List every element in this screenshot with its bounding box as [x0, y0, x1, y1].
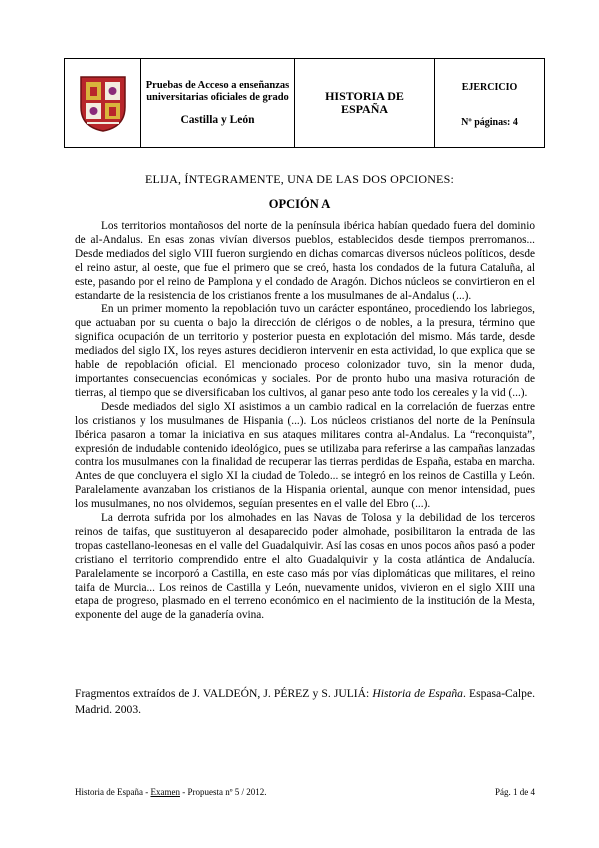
exercise-cell [435, 59, 544, 147]
subject-cell [295, 59, 435, 147]
page-count: Nº páginas: 4 [461, 117, 518, 128]
instructions: ELIJA, ÍNTEGRAMENTE, UNA DE LAS DOS OPCIONES: [145, 172, 454, 186]
uni-line-2: universitarias oficiales de grado [146, 92, 289, 103]
source-suffix: . Espasa-Calpe. Madrid. 2003. [75, 687, 535, 716]
source-prefix: Fragmentos extraídos de J. VALDEÓN, J. PÉREZ y S. JULIÁ: [75, 687, 373, 700]
university-access-cell [141, 59, 295, 147]
exam-header [64, 58, 545, 148]
subject-line-1: HISTORIA DE [325, 89, 404, 103]
page-number: Pág. 1 de 4 [495, 787, 535, 797]
subject-line-2: ESPAÑA [340, 102, 389, 116]
exercise-label: EJERCICIO [461, 82, 518, 93]
option-title: OPCIÓN A [268, 197, 331, 211]
paragraph: La derrota sufrida por los almohades en las Navas de Tolosa y la debilidad de los terceros reinos de taifas, que sustituyeron al desaparecido poder almohade, posibilitaron la entrada de las tropas castellano-leonesas en el valle del Guadalquivir. Así las cosas en unos pocos años pasó a poder cristiano el territorio comprendido entre el alto Guadalquivir y la costa atlántica de Andalucía. Paralelamente se incorporó a Castilla, en este caso más por vías diplomáticas que militares, el reino taifa de Murcia... Los reinos de Castilla y León, nuevamente unidos, vivieron en el siglo XIII una etapa de progreso, plasmado en el terreno económico en el nacimiento de la institución de la Mesta, exponente del auge de la ganadería ovina. [75, 512, 535, 622]
source-citation [75, 686, 535, 717]
region-name: Castilla y León [180, 114, 255, 126]
footer-proposal: - Propuesta nº 5 / 2012. [179, 787, 267, 797]
paragraph: Los territorios montañosos del norte de la península ibérica habían quedado fuera del dominio de al-Andalus. En esas zonas vivían diversos pueblos, establecidos desde tiempos prerromanos... Desde mediados del siglo VIII fueron surgiendo en dichas comarcas diversos núcleos políticos, desde el reino astur, al oeste, que fue el primero que se creó, hasta los condados de la futura Cataluña, al este, pasando por el reino de Pamplona y el condado de Aragón. Dichos núcleos se convirtieron en el estandarte de la resistencia de los cristianos frente a los musulmanes de al-Andalus (...). [75, 220, 535, 302]
page-footer [75, 787, 535, 797]
castilla-leon-crest-icon [77, 73, 129, 133]
paragraph: Desde mediados del siglo XI asistimos a un cambio radical en la correlación de fuerzas entre los cristianos y los musulmanes de Hispania (...). Los núcleos cristianos del norte de la Península Ibérica pasaron a tomar la iniciativa en sus ataques militares contra al-Andalus. La “reconquista”, expresión de indudable contenido ideológico, pues se utilizaba para referirse a las campañas lanzadas contra los musulmanes con la finalidad de recuperar las tierras perdidas de España, estaba en marcha. Antes de que concluyera el siglo XI la ciudad de Toledo... se integró en los reinos de Castilla y León. Paralelamente avanzaban los cristianos de la Hispania oriental, aunque con menor intensidad, pues los musulmanes, no nos olvidemos, seguían presentes en el valle del Ebro (...). [75, 400, 535, 511]
uni-line-1: Pruebas de Acceso a enseñanzas [145, 80, 290, 91]
source-title: Historia de España [372, 687, 463, 700]
logo-cell [65, 59, 141, 147]
footer-subject: Historia de España - [75, 787, 151, 797]
footer-left [75, 787, 267, 797]
exam-text [75, 220, 535, 623]
footer-exam-link[interactable]: Examen [150, 787, 180, 797]
paragraph: En un primer momento la repoblación tuvo un carácter espontáneo, procediendo los labriegos, que actuaban por su cuenta o bajo la dirección de clérigos o de nobles, a la presura, término que significa ocupación de un territorio y posterior puesta en explotación del mismo. Más tarde, desde mediados del siglo IX, los reyes astures decidieron intervenir en esta actividad, lo que explica que se hable de repoblación oficial. El mencionado proceso colonizador tuvo, sin la menor duda, importantes consecuencias económicas y sociales. Por de pronto hubo una masiva roturación de tierras, al tiempo que se diversificaban los cultivos, al ganar peso ante todo los cereales y la vid (...). [75, 303, 535, 399]
